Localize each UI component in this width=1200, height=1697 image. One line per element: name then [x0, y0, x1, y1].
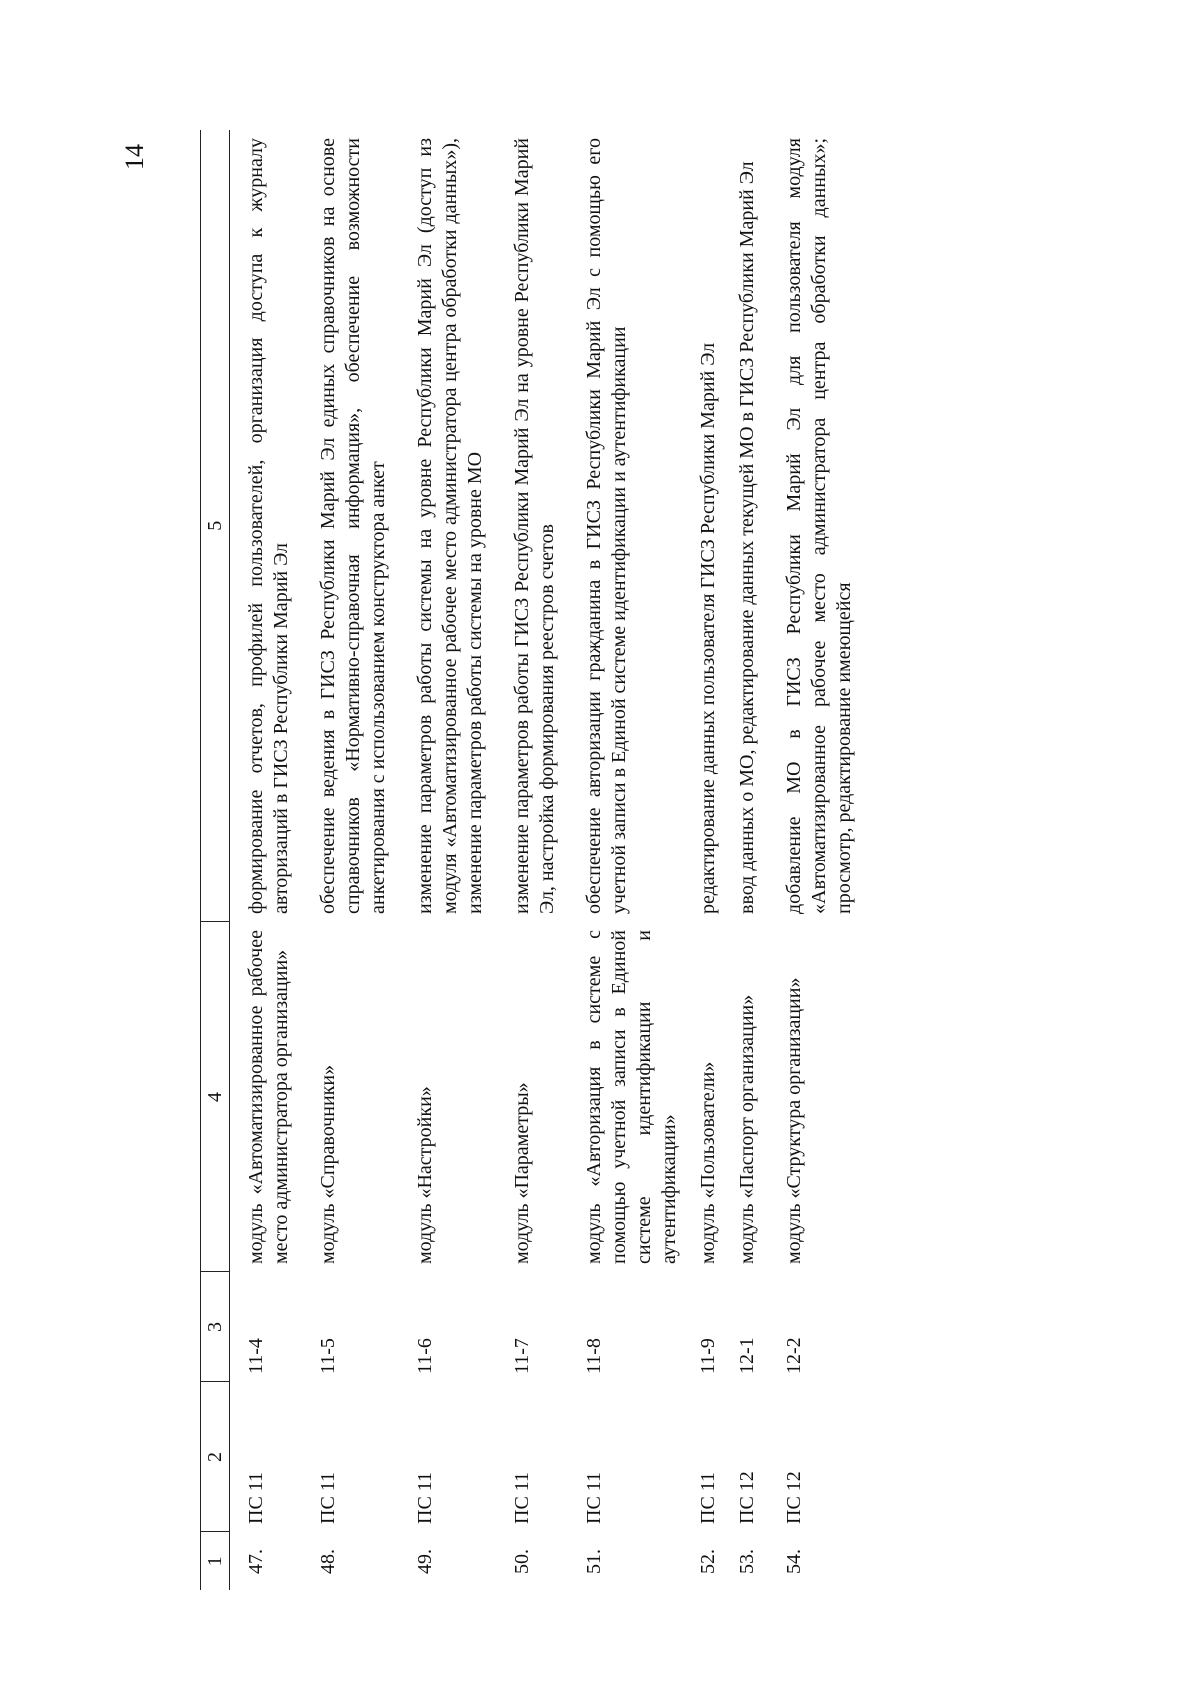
module-name: модуль «Автоматизированное рабочее место администратора организации» [245, 930, 292, 1264]
module-name: модуль «Паспорт организации» [736, 994, 758, 1264]
row-number: 47. [245, 1549, 267, 1574]
page-number: 14 [120, 144, 149, 170]
module-code: 11-8 [583, 1338, 605, 1374]
subsystem-code: ПС 11 [697, 1471, 719, 1524]
column-header-3: 3 [201, 1272, 230, 1382]
table-row [294, 130, 391, 1590]
subsystem-code: ПС 11 [245, 1471, 267, 1524]
module-description: формирование отчетов, профилей пользователей, организация доступа к журналу авторизаций в ГИСЗ Республики Марий Эл [245, 138, 292, 914]
table-row [391, 130, 488, 1590]
module-code: 11-5 [317, 1338, 339, 1374]
module-name: модуль «Справочники» [317, 1064, 339, 1264]
subsystem-code: ПС 11 [317, 1471, 339, 1524]
subsystem-code: ПС 11 [583, 1471, 605, 1524]
column-header-2: 2 [201, 1382, 230, 1532]
table-row [760, 130, 857, 1590]
column-header-5: 5 [201, 130, 230, 922]
subsystem-code: ПС 12 [783, 1471, 805, 1524]
table-row [230, 130, 295, 1590]
subsystem-code: ПС 11 [511, 1471, 533, 1524]
table-row [560, 130, 682, 1590]
module-description: обеспечение авторизации гражданина в ГИСЗ Республики Марий Эл с помощью его учетной записи в Единой системе идентификации и аутентификации [583, 138, 630, 914]
module-code: 12-1 [736, 1337, 758, 1374]
module-code: 11-6 [414, 1338, 436, 1374]
module-code: 12-2 [783, 1337, 805, 1374]
module-description: ввод данных о МО, редактирование данных текущей МО в ГИСЗ Республики Марий Эл [736, 161, 758, 914]
row-number: 48. [317, 1549, 339, 1574]
module-description: изменение параметров работы ГИСЗ Республики Марий Эл на уровне Республики Марий Эл, настройка формирования реестров счетов [511, 138, 558, 914]
subsystem-code: ПС 11 [414, 1471, 436, 1524]
row-number: 54. [783, 1549, 805, 1574]
column-header-1: 1 [201, 1532, 230, 1590]
module-name: модуль «Настройки» [414, 1086, 436, 1264]
module-name: модуль «Пользователи» [697, 1061, 719, 1264]
table-row [721, 130, 760, 1590]
row-number: 51. [583, 1549, 605, 1574]
rotated-sheet [200, 130, 960, 1590]
row-number: 49. [414, 1549, 436, 1574]
row-number: 53. [736, 1549, 758, 1574]
module-code: 11-9 [697, 1338, 719, 1374]
module-name: модуль «Параметры» [511, 1082, 533, 1264]
module-description: редактирование данных пользователя ГИСЗ Республики Марий Эл [697, 342, 719, 914]
column-number-row [201, 130, 230, 1590]
module-name: модуль «Авторизация в системе с помощью учетной записи в Единой системе идентификации и аутентификации» [583, 930, 680, 1264]
row-number: 50. [511, 1549, 533, 1574]
subsystem-code: ПС 12 [736, 1471, 758, 1524]
module-description: обеспечение ведения в ГИСЗ Республики Марий Эл единых справочников на основе справочников «Нормативно-справочная информация», обеспечение возможности анкетирования с использованием конструктора анкет [317, 138, 389, 914]
module-code: 11-4 [245, 1338, 267, 1374]
module-description: изменение параметров работы системы на уровне Республики Марий Эл (доступ из модуля «Автоматизированное рабочее место администратора центра обработки данных»), изменение параметров работы системы на уровне МО [414, 138, 486, 914]
module-description: добавление МО в ГИСЗ Республики Марий Эл для пользователя модуля «Автоматизированное рабочее место администратора центра обработки данных»; просмотр, редактирование имеющейся [783, 138, 855, 914]
registry-table [200, 130, 857, 1590]
column-header-4: 4 [201, 922, 230, 1272]
table-row [488, 130, 560, 1590]
module-code: 11-7 [511, 1338, 533, 1374]
table-row [682, 130, 721, 1590]
module-name: модуль «Структура организации» [783, 977, 805, 1264]
row-number: 52. [697, 1549, 719, 1574]
